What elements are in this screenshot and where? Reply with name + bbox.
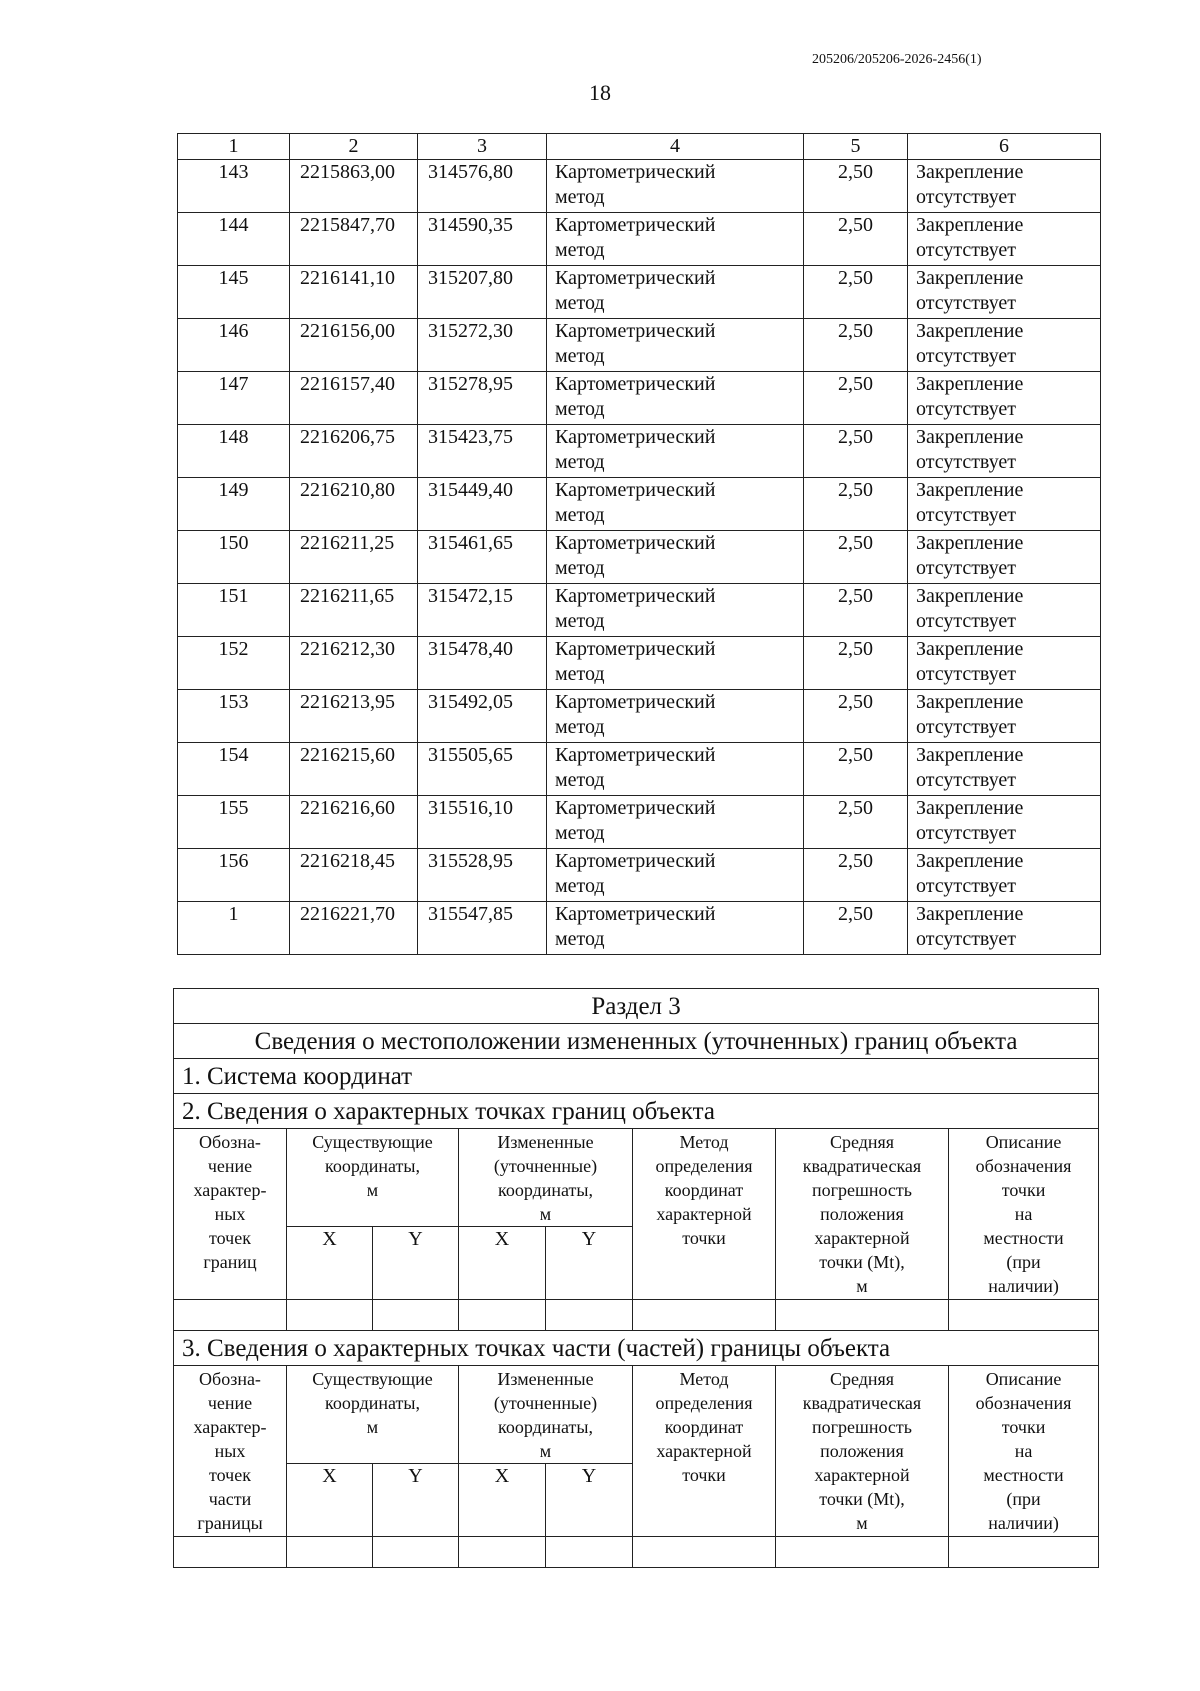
method-line: метод [555,186,605,208]
header-y: Y [546,1464,633,1537]
description-cell [908,372,1101,425]
method-line: метод [555,822,605,844]
error-value: 2,50 [804,637,908,690]
coord-y: 315461,65 [418,531,547,584]
description-line: отсутствует [916,928,1017,950]
boundary-empty-row [174,1300,1099,1331]
table-row [178,796,1101,849]
table-row [178,584,1101,637]
coord-x: 2216215,60 [290,743,418,796]
coord-x: 2216157,40 [290,372,418,425]
point-number: 147 [178,372,290,425]
table-row [178,319,1101,372]
method-line: Картометрический [555,426,716,448]
table-row [178,902,1101,955]
error-value: 2,50 [804,531,908,584]
column-number: 4 [547,134,804,160]
point-number: 155 [178,796,290,849]
description-line: отсутствует [916,292,1017,314]
method-line: метод [555,504,605,526]
description-cell [908,743,1101,796]
point-number: 154 [178,743,290,796]
point-number: 153 [178,690,290,743]
method-line: Картометрический [555,744,716,766]
coord-y: 315472,15 [418,584,547,637]
method-line: Картометрический [555,638,716,660]
description-cell [908,637,1101,690]
method-cell [547,160,804,213]
point-number: 150 [178,531,290,584]
method-cell [547,213,804,266]
method-line: метод [555,557,605,579]
method-line: Картометрический [555,479,716,501]
point-number: 146 [178,319,290,372]
coord-x: 2216211,25 [290,531,418,584]
coord-x: 2215847,70 [290,213,418,266]
document-id: 205206/205206-2026-2456(1) [812,52,982,67]
method-cell [547,425,804,478]
coord-y: 315449,40 [418,478,547,531]
header-changed-coords: Измененные (уточненные) координаты, м [459,1366,633,1464]
header-y: Y [373,1464,459,1537]
coord-y: 315505,65 [418,743,547,796]
header-description: Описание обозначения точки на местности (при наличии) [949,1129,1099,1300]
table-row [178,478,1101,531]
header-x: X [287,1227,373,1300]
method-line: Картометрический [555,373,716,395]
description-line: отсутствует [916,557,1017,579]
coord-x: 2216213,95 [290,690,418,743]
description-line: Закрепление [916,267,1024,289]
coord-y: 315516,10 [418,796,547,849]
error-value: 2,50 [804,690,908,743]
method-cell [547,531,804,584]
boundary-points-label: 2. Сведения о характерных точках границ объекта [174,1094,1099,1129]
section3-title: Раздел 3 [174,989,1099,1024]
header-description: Описание обозначения точки на местности (при наличии) [949,1366,1099,1537]
description-line: отсутствует [916,875,1017,897]
table-row [178,266,1101,319]
header-method: Метод определения координат характерной точки [633,1129,776,1300]
coord-x: 2216210,80 [290,478,418,531]
column-number: 1 [178,134,290,160]
method-line: метод [555,451,605,473]
method-cell [547,478,804,531]
description-line: Закрепление [916,532,1024,554]
column-number: 2 [290,134,418,160]
method-line: Картометрический [555,850,716,872]
coord-x: 2216218,45 [290,849,418,902]
description-cell [908,160,1101,213]
description-line: отсутствует [916,610,1017,632]
table-row [178,743,1101,796]
method-line: Картометрический [555,585,716,607]
coord-y: 314576,80 [418,160,547,213]
description-line: отсутствует [916,769,1017,791]
description-line: отсутствует [916,504,1017,526]
method-line: метод [555,769,605,791]
section3-subtitle-row [174,1024,1099,1059]
error-value: 2,50 [804,796,908,849]
description-line: Закрепление [916,373,1024,395]
method-line: метод [555,345,605,367]
description-line: отсутствует [916,822,1017,844]
method-cell [547,902,804,955]
section3-table [173,988,1099,1568]
header-x: X [459,1464,546,1537]
section3-title-row [174,989,1099,1024]
part-empty-row [174,1537,1099,1568]
boundary-header-row [174,1129,1099,1227]
point-number: 1 [178,902,290,955]
description-line: отсутствует [916,398,1017,420]
column-number: 5 [804,134,908,160]
part-boundary-points-label: 3. Сведения о характерных точках части (частей) границы объекта [174,1331,1099,1366]
description-cell [908,478,1101,531]
method-line: метод [555,292,605,314]
coord-x: 2216206,75 [290,425,418,478]
method-cell [547,743,804,796]
coord-y: 315272,30 [418,319,547,372]
description-line: отсутствует [916,451,1017,473]
method-cell [547,690,804,743]
method-line: Картометрический [555,797,716,819]
points-table [177,133,1101,955]
error-value: 2,50 [804,478,908,531]
point-number: 148 [178,425,290,478]
description-cell [908,266,1101,319]
coord-y: 315478,40 [418,637,547,690]
method-line: метод [555,875,605,897]
description-cell [908,531,1101,584]
header-existing-coords: Существующие координаты, м [287,1366,459,1464]
description-line: Закрепление [916,161,1024,183]
description-cell [908,584,1101,637]
table-row [178,849,1101,902]
description-line: Закрепление [916,903,1024,925]
coord-y: 315492,05 [418,690,547,743]
coord-x: 2216141,10 [290,266,418,319]
description-line: Закрепление [916,426,1024,448]
coord-y: 315547,85 [418,902,547,955]
method-line: метод [555,663,605,685]
coord-y: 315423,75 [418,425,547,478]
coord-y: 315278,95 [418,372,547,425]
table-row [178,213,1101,266]
description-line: Закрепление [916,691,1024,713]
description-line: Закрепление [916,850,1024,872]
description-line: отсутствует [916,716,1017,738]
method-line: Картометрический [555,691,716,713]
point-number: 151 [178,584,290,637]
method-cell [547,796,804,849]
error-value: 2,50 [804,584,908,637]
error-value: 2,50 [804,743,908,796]
method-line: метод [555,928,605,950]
coord-x: 2216216,60 [290,796,418,849]
header-x: X [459,1227,546,1300]
description-line: отсутствует [916,663,1017,685]
coord-x: 2216156,00 [290,319,418,372]
section3-subtitle: Сведения о местоположении измененных (уточненных) границ объекта [174,1024,1099,1059]
description-cell [908,902,1101,955]
column-number: 6 [908,134,1101,160]
description-cell [908,690,1101,743]
header-existing-coords: Существующие координаты, м [287,1129,459,1227]
description-cell [908,796,1101,849]
header-method: Метод определения координат характерной точки [633,1366,776,1537]
method-line: метод [555,398,605,420]
method-cell [547,637,804,690]
table-row [178,160,1101,213]
method-line: метод [555,239,605,261]
error-value: 2,50 [804,213,908,266]
header-y: Y [546,1227,633,1300]
coordinate-system-row [174,1059,1099,1094]
method-line: Картометрический [555,320,716,342]
point-number: 144 [178,213,290,266]
point-number: 143 [178,160,290,213]
point-number: 152 [178,637,290,690]
coord-x: 2216212,30 [290,637,418,690]
description-line: отсутствует [916,345,1017,367]
table-row [178,372,1101,425]
error-value: 2,50 [804,266,908,319]
method-cell [547,584,804,637]
part-header-row [174,1366,1099,1464]
coord-y: 315207,80 [418,266,547,319]
page-number: 18 [589,80,611,105]
method-line: метод [555,610,605,632]
column-number: 3 [418,134,547,160]
table-row [178,637,1101,690]
coord-y: 314590,35 [418,213,547,266]
coordinate-system-label: 1. Система координат [174,1059,1099,1094]
error-value: 2,50 [804,849,908,902]
point-number: 145 [178,266,290,319]
method-line: Картометрический [555,214,716,236]
coord-x: 2216211,65 [290,584,418,637]
description-line: Закрепление [916,797,1024,819]
method-cell [547,266,804,319]
method-line: Картометрический [555,532,716,554]
method-line: Картометрический [555,161,716,183]
description-line: Закрепление [916,214,1024,236]
header-changed-coords: Измененные (уточненные) координаты, м [459,1129,633,1227]
column-number-row [178,134,1101,160]
error-value: 2,50 [804,372,908,425]
method-line: Картометрический [555,267,716,289]
error-value: 2,50 [804,319,908,372]
header-error: Средняя квадратическая погрешность положения характерной точки (Mt), м [776,1366,949,1537]
description-cell [908,849,1101,902]
header-designation: Обозна- чение характер- ных точек части границы [174,1366,287,1537]
table-row [178,690,1101,743]
error-value: 2,50 [804,425,908,478]
method-cell [547,319,804,372]
coord-x: 2215863,00 [290,160,418,213]
header-y: Y [373,1227,459,1300]
description-line: Закрепление [916,638,1024,660]
part-boundary-points-row [174,1331,1099,1366]
description-line: Закрепление [916,744,1024,766]
method-line: Картометрический [555,903,716,925]
table-row [178,531,1101,584]
description-cell [908,319,1101,372]
method-cell [547,372,804,425]
description-cell [908,213,1101,266]
method-cell [547,849,804,902]
coord-y: 315528,95 [418,849,547,902]
coord-x: 2216221,70 [290,902,418,955]
header-error: Средняя квадратическая погрешность положения характерной точки (Mt), м [776,1129,949,1300]
error-value: 2,50 [804,902,908,955]
description-line: Закрепление [916,585,1024,607]
description-line: Закрепление [916,479,1024,501]
point-number: 156 [178,849,290,902]
error-value: 2,50 [804,160,908,213]
point-number: 149 [178,478,290,531]
header-designation: Обозна- чение характер- ных точек границ [174,1129,287,1300]
method-line: метод [555,716,605,738]
points-table-body [178,160,1101,955]
table-row [178,425,1101,478]
description-line: Закрепление [916,320,1024,342]
description-cell [908,425,1101,478]
boundary-points-row [174,1094,1099,1129]
description-line: отсутствует [916,239,1017,261]
description-line: отсутствует [916,186,1017,208]
header-x: X [287,1464,373,1537]
